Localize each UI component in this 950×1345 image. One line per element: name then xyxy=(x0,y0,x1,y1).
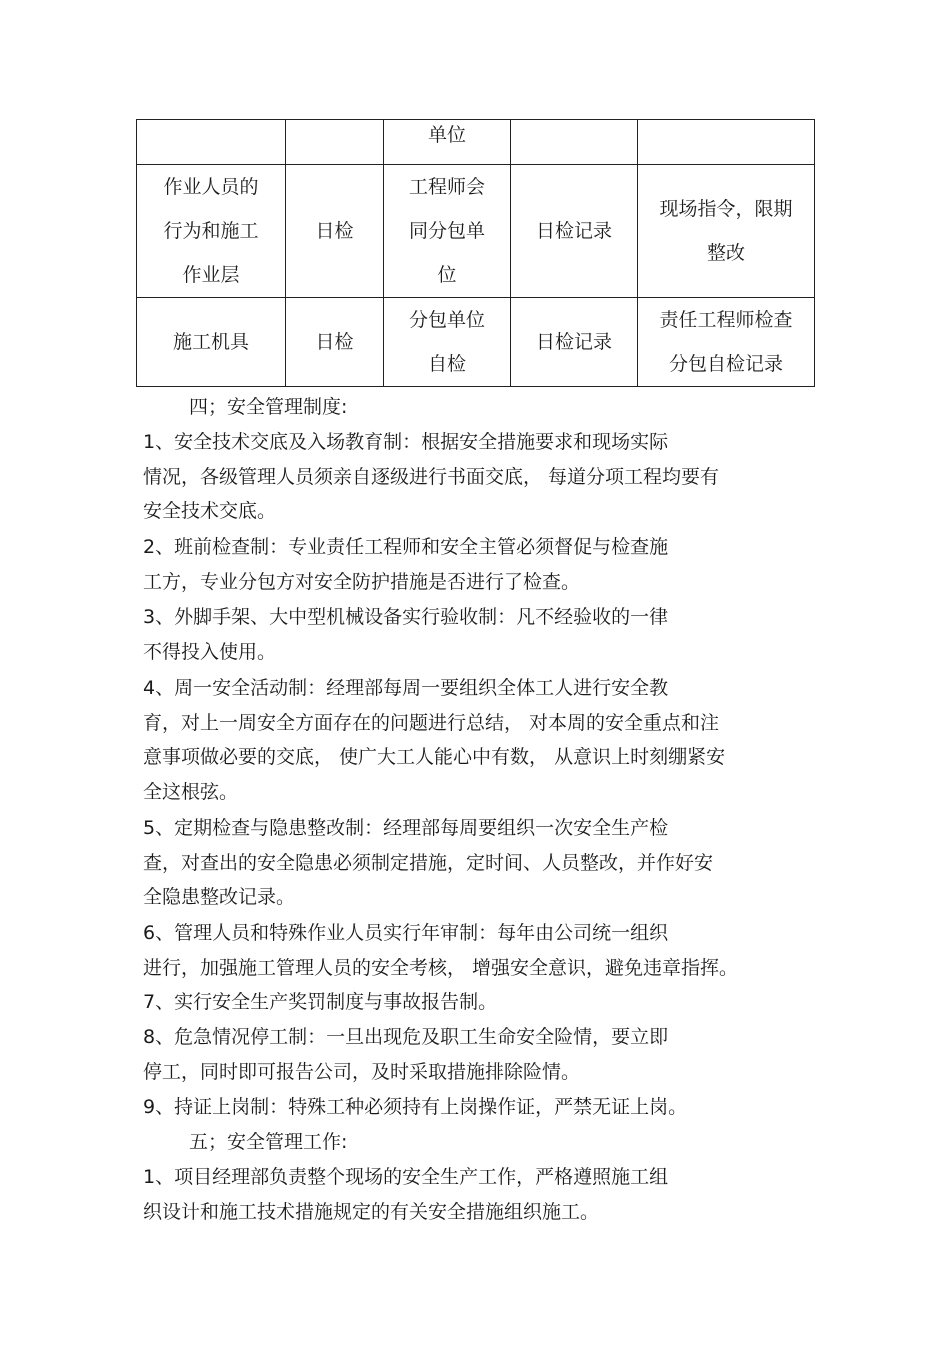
table-cell xyxy=(286,120,384,165)
table-row xyxy=(137,298,815,387)
paragraph: 5、定期检查与隐患整改制：经理部每周要组织一次安全生产检 查，对查出的安全隐患必须制定措施，定时间、人员整改，并作好安 全隐患整改记录。 xyxy=(143,817,714,908)
paragraph: 1、安全技术交底及入场教育制：根据安全措施要求和现场实际 情况，各级管理人员须亲自逐级进行书面交底， 每道分项工程均要有 安全技术交底。 xyxy=(143,431,720,522)
paragraph: 4、周一安全活动制：经理部每周一要组织全体工人进行安全教 育，对上一周安全方面存在的问题进行总结， 对本周的安全重点和注 意事项做必要的交底， 使广大工人能心中有数， 从意识上时刻绷紧安 全这根弦。 xyxy=(143,677,726,803)
table-row xyxy=(137,165,815,298)
table-cell: 施工机具 xyxy=(137,298,286,387)
table-cell: 现场指令，限期 整改 xyxy=(638,165,815,298)
table-cell xyxy=(137,120,286,165)
table-cell: 责任工程师检查 分包自检记录 xyxy=(638,298,815,387)
table-cell: 分包单位 自检 xyxy=(384,298,511,387)
table-cell xyxy=(511,120,638,165)
paragraph: 1、项目经理部负责整个现场的安全生产工作，严格遵照施工组 织设计和施工技术措施规定的有关安全措施组织施工。 xyxy=(143,1166,669,1223)
table-row xyxy=(137,120,815,165)
table-cell: 日检记录 xyxy=(511,298,638,387)
table-cell: 单位 xyxy=(384,120,511,165)
paragraph: 2、班前检查制：专业责任工程师和安全主管必须督促与检查施 工方，专业分包方对安全防护措施是否进行了检查。 xyxy=(143,536,669,593)
paragraph: 9、持证上岗制：特殊工种必须持有上岗操作证，严禁无证上岗。 xyxy=(143,1096,688,1118)
table-cell: 日检 xyxy=(286,165,384,298)
table-cell: 日检 xyxy=(286,298,384,387)
table-cell: 作业人员的 行为和施工 作业层 xyxy=(137,165,286,298)
section-heading: 五；安全管理工作: xyxy=(189,1131,348,1153)
table-cell: 工程师会 同分包单 位 xyxy=(384,165,511,298)
paragraph: 6、管理人员和特殊作业人员实行年审制：每年由公司统一组织 进行，加强施工管理人员的安全考核， 增强安全意识，避免违章指挥。 xyxy=(143,922,739,979)
table-cell xyxy=(638,120,815,165)
paragraph: 3、外脚手架、大中型机械设备实行验收制：凡不经验收的一律 不得投入使用。 xyxy=(143,606,669,663)
paragraph: 7、实行安全生产奖罚制度与事故报告制。 xyxy=(143,991,498,1013)
table-cell: 日检记录 xyxy=(511,165,638,298)
paragraph: 8、危急情况停工制：一旦出现危及职工生命安全险情，要立即 停工，同时即可报告公司，及时采取措施排除险情。 xyxy=(143,1026,669,1083)
inspection-table xyxy=(136,119,815,387)
section-heading: 四；安全管理制度: xyxy=(189,396,348,418)
